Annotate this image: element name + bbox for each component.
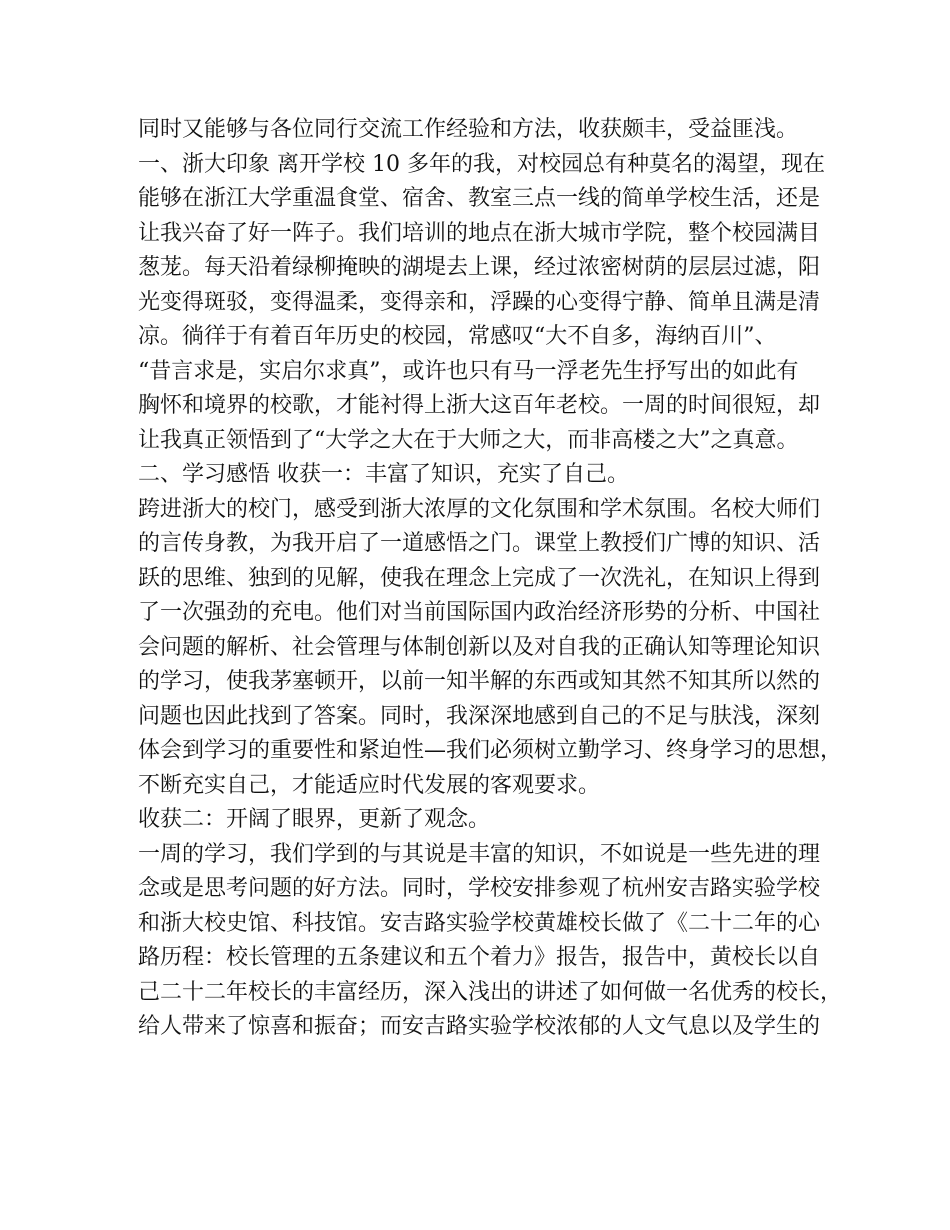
text-line: 能够在浙江大学重温食堂、宿舍、教室三点一线的简单学校生活，还是 xyxy=(138,186,821,211)
text-line: 同时又能够与各位同行交流工作经验和方法，收获颇丰，受益匪浅。 xyxy=(138,117,799,142)
text-line: 路历程：校长管理的五条建议和五个着力》报告，报告中，黄校长以自 xyxy=(138,945,821,970)
body-text xyxy=(138,113,843,1045)
text-line: 和浙大校史馆、科技馆。安吉路实验学校黄雄校长做了《二十二年的心 xyxy=(138,910,821,936)
section-heading-line: 二、学习感悟 收获一：丰富了知识，充实了自己。 xyxy=(138,462,629,487)
text-line: 己二十二年校长的丰富经历，深入浅出的讲述了如何做一名优秀的校长， xyxy=(138,979,843,1005)
text-line: 的学习，使我茅塞顿开，以前一知半解的东西或知其然不知其所以然的 xyxy=(138,669,821,694)
subheading-line: 收获二：开阔了眼界，更新了观念。 xyxy=(138,807,491,832)
text-line: 念或是思考问题的好方法。同时，学校安排参观了杭州安吉路实验学校 xyxy=(138,876,821,901)
text-line: 凉。徜徉于有着百年历史的校园，常感叹“大不自多，海纳百川”、 xyxy=(138,324,777,349)
text-line: 让我兴奋了好一阵子。我们培训的地点在浙大城市学院，整个校园满目 xyxy=(138,220,821,246)
text-line: 问题也因此找到了答案。同时，我深深地感到自己的不足与肤浅，深刻 xyxy=(138,703,821,729)
text-line: 跨进浙大的校门，感受到浙大浓厚的文化氛围和学术氛围。名校大师们 xyxy=(138,496,821,522)
text-line: 不断充实自己，才能适应时代发展的客观要求。 xyxy=(138,772,601,798)
text-line: 会问题的解析、社会管理与体制创新以及对自我的正确认知等理论知识 xyxy=(138,634,821,660)
text-line: 葱茏。每天沿着绿柳掩映的湖堤去上课，经过浓密树荫的层层过滤，阳 xyxy=(138,255,821,280)
text-line: 了一次强劲的充电。他们对当前国际国内政治经济形势的分析、中国社 xyxy=(138,600,821,625)
text-line: 让我真正领悟到了“大学之大在于大师之大，而非高楼之大”之真意。 xyxy=(138,427,799,453)
text-line: “昔言求是，实启尔求真”，或许也只有马一浮老先生抒写出的如此有 xyxy=(138,358,799,384)
text-line: 给人带来了惊喜和振奋；而安吉路实验学校浓郁的人文气息以及学生的 xyxy=(138,1014,821,1039)
text-line: 一周的学习，我们学到的与其说是丰富的知识，不如说是一些先进的理 xyxy=(138,841,821,867)
text-line: 的言传身教，为我开启了一道感悟之门。课堂上教授们广博的知识、活 xyxy=(138,531,821,556)
text-line: 跃的思维、独到的见解，使我在理念上完成了一次洗礼，在知识上得到 xyxy=(138,565,821,591)
text-line: 体会到学习的重要性和紧迫性—我们必须树立勤学习、终身学习的思想， xyxy=(138,738,843,763)
text-line: 胸怀和境界的校歌，才能衬得上浙大这百年老校。一周的时间很短，却 xyxy=(138,393,821,418)
text-line: 一、浙大印象 离开学校 10 多年的我，对校园总有种莫名的渴望，现在 xyxy=(138,151,825,177)
text-line: 光变得斑驳，变得温柔，变得亲和，浮躁的心变得宁静、简单且满是清 xyxy=(138,289,821,315)
